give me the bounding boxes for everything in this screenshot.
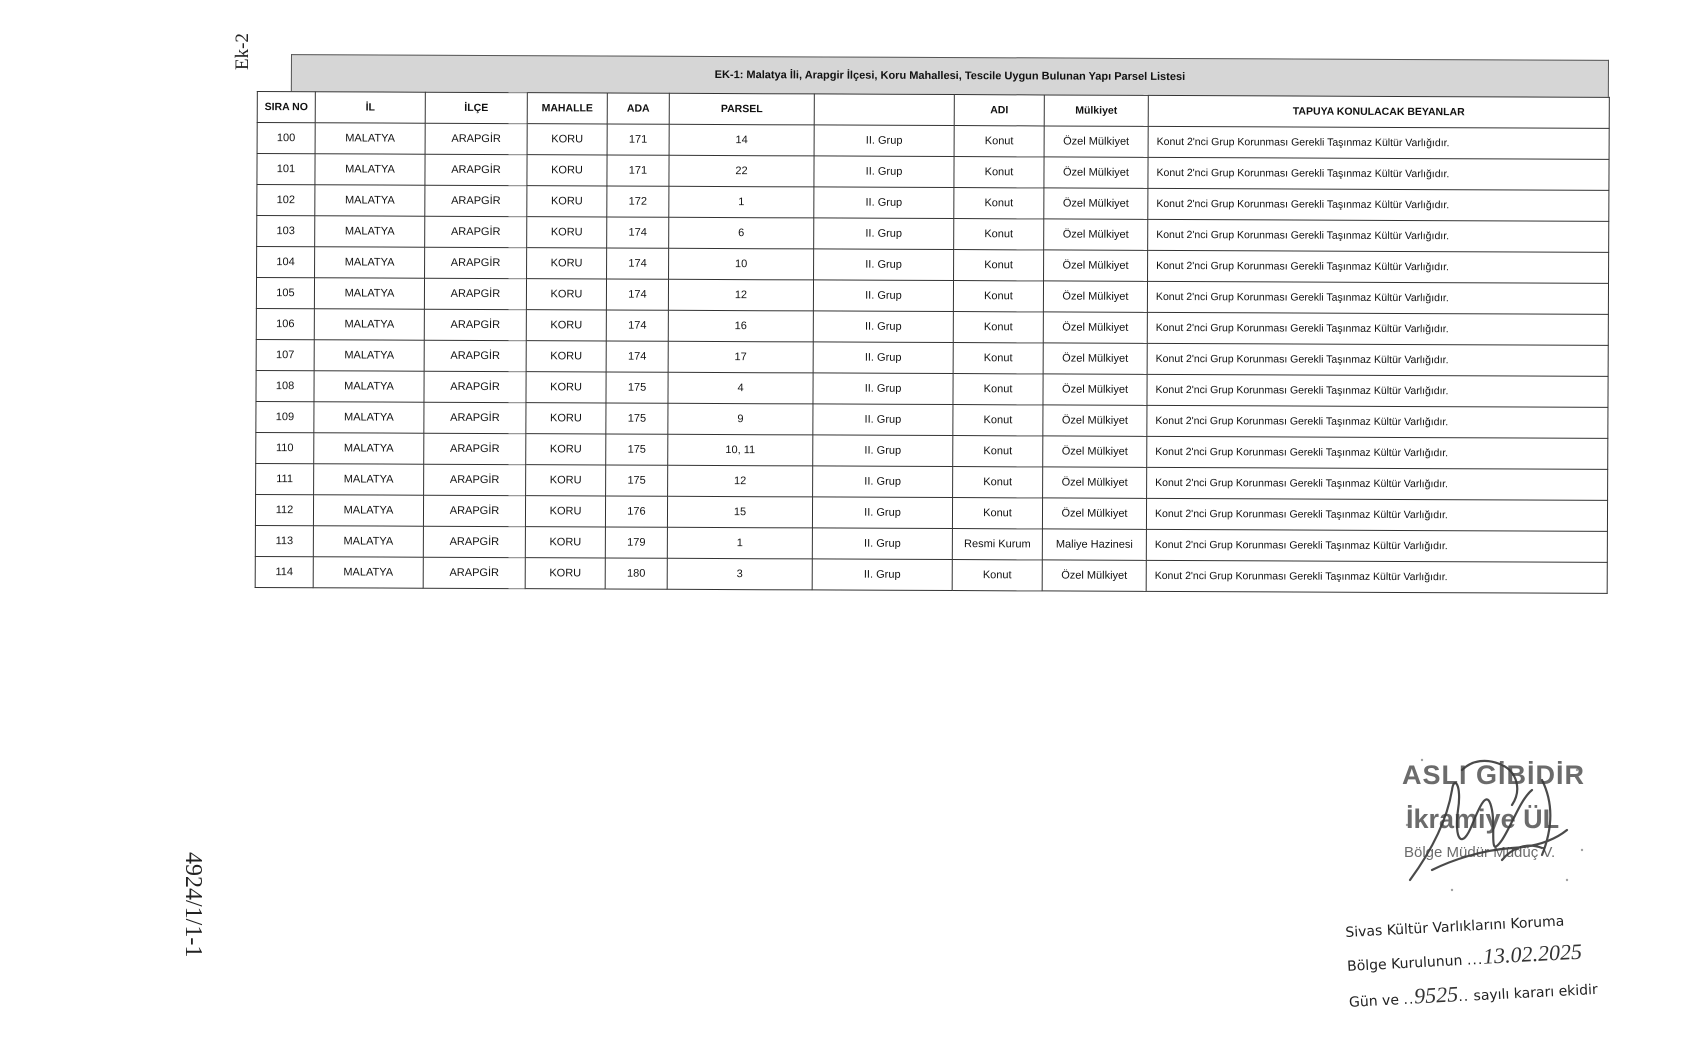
table-row — [255, 556, 1607, 593]
ek-label: Ek-2 — [232, 33, 253, 70]
certification-stamp — [1392, 730, 1602, 900]
table-cell: MALATYA — [314, 371, 424, 402]
table-cell: 14 — [669, 124, 814, 156]
footer-line-1: Sivas Kültür Varlıklarını Koruma — [1345, 913, 1565, 941]
table-cell: 15 — [667, 496, 812, 528]
table-cell: MALATYA — [314, 464, 424, 495]
table-cell: Konut — [952, 498, 1042, 529]
table-cell: KORU — [526, 372, 606, 403]
table-title: EK-1: Malatya İli, Arapgir İlçesi, Koru Mahallesi, Tescile Uygun Bulunan Yapı Parsel Listesi — [291, 54, 1609, 97]
table-cell: 176 — [605, 496, 667, 527]
table-cell: 172 — [607, 186, 669, 217]
table-cell: Konut — [954, 250, 1044, 281]
table-cell: KORU — [526, 341, 606, 372]
table-cell: II. Grup — [814, 156, 954, 188]
table-cell: 12 — [668, 279, 813, 311]
table-cell: KORU — [527, 124, 607, 155]
table-cell: Konut 2'nci Grup Korunması Gerekli Taşınmaz Kültür Varlığıdır. — [1148, 250, 1609, 283]
table-cell: ARAPGİR — [424, 402, 526, 433]
table-cell: ARAPGİR — [424, 371, 526, 402]
table-cell: II. Grup — [813, 404, 953, 436]
table-cell: 171 — [607, 124, 669, 155]
table-cell: MALATYA — [313, 495, 423, 526]
table-cell: Konut — [953, 343, 1043, 374]
table-cell: Konut — [953, 405, 1043, 436]
table-cell: 175 — [606, 372, 668, 403]
table-cell: Konut — [953, 436, 1043, 467]
table-cell: II. Grup — [813, 280, 953, 312]
table-cell: II. Grup — [814, 125, 954, 157]
table-cell: Konut — [954, 219, 1044, 250]
table-cell: KORU — [526, 403, 606, 434]
table-cell: 1 — [669, 186, 814, 218]
table-cell: 109 — [256, 401, 314, 432]
table-cell: Konut 2'nci Grup Korunması Gerekli Taşınmaz Kültür Varlığıdır. — [1148, 219, 1609, 252]
table-cell: MALATYA — [314, 278, 424, 309]
stamp-line-2: İkramiye ÜL — [1406, 804, 1560, 834]
table-cell: MALATYA — [315, 216, 425, 247]
table-cell: MALATYA — [314, 340, 424, 371]
table-cell: KORU — [527, 155, 607, 186]
decision-number: 9525 — [1413, 981, 1459, 1009]
table-cell: II. Grup — [813, 373, 953, 405]
table-cell: Konut 2'nci Grup Korunması Gerekli Taşınmaz Kültür Varlığıdır. — [1148, 126, 1609, 159]
table-cell: Özel Mülkiyet — [1043, 374, 1147, 405]
table-cell: 9 — [668, 403, 813, 435]
table-cell: II. Grup — [814, 218, 954, 250]
table-cell: KORU — [525, 558, 605, 589]
table-cell: Özel Mülkiyet — [1043, 281, 1147, 312]
table-cell: MALATYA — [314, 433, 424, 464]
table-cell: 106 — [256, 308, 314, 339]
table-cell: 180 — [605, 558, 667, 589]
table-cell: 174 — [607, 217, 669, 248]
table-cell: KORU — [526, 434, 606, 465]
table-cell: 179 — [605, 527, 667, 558]
footer-line-2: Bölge Kurulunun ...13.02.2025 — [1346, 938, 1583, 975]
table-cell: 112 — [255, 494, 313, 525]
table-cell: ARAPGİR — [425, 247, 527, 278]
table-cell: Konut — [953, 281, 1043, 312]
table-cell: ARAPGİR — [423, 495, 525, 526]
footer-board-label: Bölge Kurulunun — [1346, 952, 1463, 975]
table-cell: Konut 2'nci Grup Korunması Gerekli Taşınmaz Kültür Varlığıdır. — [1147, 436, 1608, 469]
table-cell: KORU — [525, 527, 605, 558]
footer-line-3: Gün ve ..9525.. sayılı kararı ekidir — [1348, 981, 1599, 1011]
table-cell: Konut 2'nci Grup Korunması Gerekli Taşınmaz Kültür Varlığıdır. — [1147, 312, 1608, 345]
table-cell: II. Grup — [814, 187, 954, 219]
table-cell: ARAPGİR — [425, 185, 527, 216]
table-cell: Konut 2'nci Grup Korunması Gerekli Taşınmaz Kültür Varlığıdır. — [1146, 498, 1607, 531]
table-cell: 101 — [257, 154, 315, 185]
table-cell: KORU — [527, 217, 607, 248]
table-cell: 171 — [607, 155, 669, 186]
table-cell: ARAPGİR — [424, 278, 526, 309]
table-cell: Özel Mülkiyet — [1043, 467, 1147, 498]
table-cell: Konut 2'nci Grup Korunması Gerekli Taşınmaz Kültür Varlığıdır. — [1147, 405, 1608, 438]
table-cell: ARAPGİR — [425, 154, 527, 185]
table-body — [255, 123, 1609, 594]
table-cell: II. Grup — [813, 435, 953, 467]
footer-decision-suffix: sayılı kararı ekidir — [1473, 981, 1599, 1005]
table-cell: Resmi Kurum — [952, 529, 1042, 560]
table-cell: 175 — [606, 434, 668, 465]
table-cell: 105 — [256, 278, 314, 309]
table-cell: 175 — [606, 465, 668, 496]
decision-date: 13.02.2025 — [1482, 938, 1583, 969]
column-header: İLÇE — [425, 92, 527, 123]
table-cell: MALATYA — [315, 247, 425, 278]
column-header: TAPUYA KONULACAK BEYANLAR — [1148, 95, 1609, 128]
table-cell: 100 — [257, 123, 315, 154]
table-cell: ARAPGİR — [424, 464, 526, 495]
table-cell: 16 — [668, 310, 813, 342]
table-cell: MALATYA — [313, 526, 423, 557]
table-cell: KORU — [527, 248, 607, 279]
table-cell: Özel Mülkiyet — [1044, 157, 1148, 188]
table-cell: Konut — [953, 374, 1043, 405]
table-cell: 22 — [669, 155, 814, 187]
parcel-list-sheet — [255, 54, 1609, 594]
stamp-line-1: ASLI GİBİDİR — [1402, 760, 1586, 790]
table-cell: 17 — [668, 341, 813, 373]
table-cell: Konut 2'nci Grup Korunması Gerekli Taşınmaz Kültür Varlığıdır. — [1147, 343, 1608, 376]
table-cell: Özel Mülkiyet — [1044, 250, 1148, 281]
table-cell: II. Grup — [812, 528, 952, 560]
table-cell: 10 — [669, 248, 814, 280]
table-cell: KORU — [526, 279, 606, 310]
stamp-line-3: Bölge Müdür Müdüç V. — [1404, 844, 1556, 861]
table-cell: Konut 2'nci Grup Korunması Gerekli Taşınmaz Kültür Varlığıdır. — [1148, 157, 1609, 190]
parcel-table — [255, 91, 1610, 594]
table-cell: 108 — [256, 370, 314, 401]
table-cell: II. Grup — [813, 466, 953, 498]
column-header: ADA — [607, 93, 669, 124]
column-header: SIRA NO — [257, 92, 315, 123]
board-decision-stamp — [1345, 909, 1650, 1023]
table-cell: ARAPGİR — [424, 340, 526, 371]
table-cell: Konut — [953, 467, 1043, 498]
table-cell: MALATYA — [315, 123, 425, 154]
table-cell: Özel Mülkiyet — [1044, 219, 1148, 250]
table-cell: Özel Mülkiyet — [1043, 405, 1147, 436]
column-header: Mülkiyet — [1044, 95, 1148, 126]
table-cell: II. Grup — [813, 342, 953, 374]
table-cell: II. Grup — [813, 311, 953, 343]
table-cell: ARAPGİR — [424, 433, 526, 464]
table-cell: 12 — [668, 465, 813, 497]
table-cell: ARAPGİR — [425, 123, 527, 154]
table-cell: II. Grup — [812, 559, 952, 591]
column-header — [814, 94, 954, 126]
table-cell: 6 — [669, 217, 814, 249]
table-cell: 102 — [257, 185, 315, 216]
table-cell: 1 — [667, 527, 812, 559]
table-cell: Konut 2'nci Grup Korunması Gerekli Taşınmaz Kültür Varlığıdır. — [1146, 560, 1607, 593]
table-cell: II. Grup — [814, 249, 954, 281]
table-cell: 175 — [606, 403, 668, 434]
table-cell: Özel Mülkiyet — [1043, 312, 1147, 343]
table-cell: KORU — [526, 310, 606, 341]
table-cell: Konut 2'nci Grup Korunması Gerekli Taşınmaz Kültür Varlığıdır. — [1147, 467, 1608, 500]
table-cell: MALATYA — [314, 402, 424, 433]
table-cell: 107 — [256, 339, 314, 370]
table-cell: Özel Mülkiyet — [1042, 498, 1146, 529]
table-cell: 174 — [606, 279, 668, 310]
table-cell: KORU — [525, 496, 605, 527]
table-cell: 110 — [256, 432, 314, 463]
table-cell: ARAPGİR — [425, 216, 527, 247]
table-cell: ARAPGİR — [423, 557, 525, 588]
table-cell: Konut — [954, 157, 1044, 188]
table-cell: 113 — [255, 525, 313, 556]
column-header: MAHALLE — [527, 93, 607, 124]
table-cell: Özel Mülkiyet — [1044, 188, 1148, 219]
table-cell: Özel Mülkiyet — [1043, 343, 1147, 374]
column-header: ADI — [954, 95, 1044, 126]
table-cell: 174 — [606, 341, 668, 372]
table-cell: 103 — [257, 216, 315, 247]
table-cell: 104 — [257, 247, 315, 278]
table-cell: Konut 2'nci Grup Korunması Gerekli Taşınmaz Kültür Varlığıdır. — [1146, 529, 1607, 562]
table-cell: 174 — [606, 310, 668, 341]
table-cell: KORU — [527, 186, 607, 217]
table-cell: MALATYA — [313, 557, 423, 588]
table-cell: ARAPGİR — [424, 309, 526, 340]
table-cell: Konut — [954, 126, 1044, 157]
document-number: 4924/1/1-1 — [180, 852, 206, 958]
table-cell: MALATYA — [315, 185, 425, 216]
table-cell: Maliye Hazinesi — [1042, 529, 1146, 560]
table-cell: Konut — [952, 560, 1042, 591]
column-header: İL — [315, 92, 425, 123]
table-cell: Konut — [954, 188, 1044, 219]
table-cell: Özel Mülkiyet — [1042, 560, 1146, 591]
table-cell: 4 — [668, 372, 813, 404]
table-cell: ARAPGİR — [423, 526, 525, 557]
table-cell: 111 — [256, 463, 314, 494]
table-cell: 114 — [255, 556, 313, 587]
table-cell: II. Grup — [812, 497, 952, 529]
table-cell: Konut 2'nci Grup Korunması Gerekli Taşınmaz Kültür Varlığıdır. — [1147, 281, 1608, 314]
table-cell: KORU — [526, 465, 606, 496]
table-cell: 3 — [667, 558, 812, 590]
table-cell: Konut 2'nci Grup Korunması Gerekli Taşınmaz Kültür Varlığıdır. — [1148, 188, 1609, 221]
table-cell: Özel Mülkiyet — [1043, 436, 1147, 467]
table-cell: 10, 11 — [668, 434, 813, 466]
table-cell: Konut 2'nci Grup Korunması Gerekli Taşınmaz Kültür Varlığıdır. — [1147, 374, 1608, 407]
column-header: PARSEL — [669, 93, 814, 125]
footer-day-label: Gün ve — [1348, 992, 1400, 1011]
table-cell: Özel Mülkiyet — [1044, 126, 1148, 157]
table-cell: 174 — [607, 248, 669, 279]
table-cell: MALATYA — [315, 154, 425, 185]
table-cell: Konut — [953, 312, 1043, 343]
table-cell: MALATYA — [314, 309, 424, 340]
